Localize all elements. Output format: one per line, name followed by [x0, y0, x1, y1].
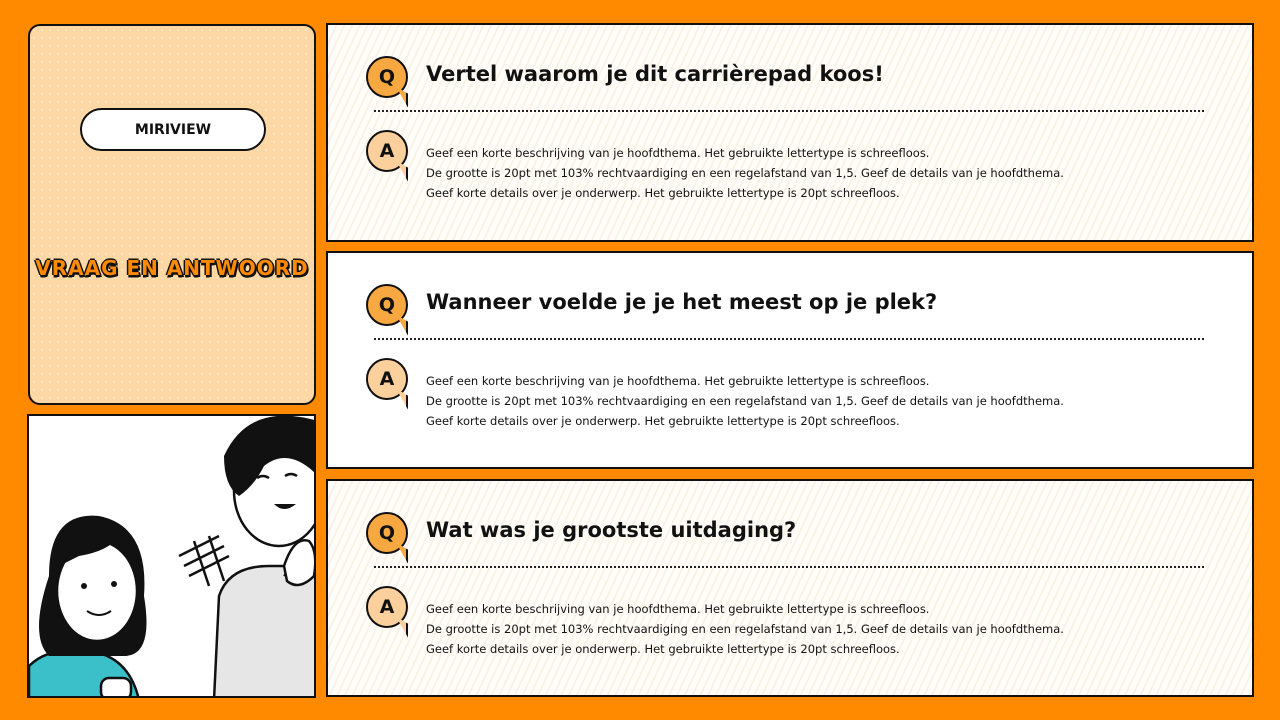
answer-line: De grootte is 20pt met 103% rechtvaardiging en een regelafstand van 1,5. Geef de details van je hoofdthema.: [426, 394, 1064, 408]
answer-line: Geef een korte beschrijving van je hoofdthema. Het gebruikte lettertype is schreefloos.: [426, 146, 930, 160]
qa-card-1: [326, 23, 1254, 242]
answer-line: Geef een korte beschrijving van je hoofdthema. Het gebruikte lettertype is schreefloos.: [426, 374, 930, 388]
answer-text: [426, 599, 1064, 659]
answer-line: De grootte is 20pt met 103% rechtvaardiging en een regelafstand van 1,5. Geef de details van je hoofdthema.: [426, 622, 1064, 636]
question-text: Wanneer voelde je je het meest op je plek?: [426, 290, 938, 314]
question-bubble-icon: Q: [366, 56, 408, 98]
answer-line: Geef korte details over je onderwerp. Het gebruikte lettertype is 20pt schreefloos.: [426, 186, 900, 200]
answer-bubble-icon: A: [366, 586, 408, 628]
brand-pill: MIRIVIEW: [80, 108, 266, 151]
dotted-divider: [374, 338, 1204, 340]
qa-card-3: [326, 479, 1254, 697]
people-illustration: [27, 414, 316, 698]
question-text: Vertel waarom je dit carrièrepad koos!: [426, 62, 884, 86]
answer-line: Geef korte details over je onderwerp. Het gebruikte lettertype is 20pt schreefloos.: [426, 414, 900, 428]
answer-text: [426, 143, 1064, 203]
question-bubble-icon: Q: [366, 512, 408, 554]
question-bubble-icon: Q: [366, 284, 408, 326]
section-title: VRAAG EN ANTWOORD: [35, 256, 309, 280]
question-text: Wat was je grootste uitdaging?: [426, 518, 797, 542]
qa-card-2: [326, 251, 1254, 469]
answer-bubble-icon: A: [366, 358, 408, 400]
dotted-divider: [374, 566, 1204, 568]
answer-line: Geef korte details over je onderwerp. Het gebruikte lettertype is 20pt schreefloos.: [426, 642, 900, 656]
answer-bubble-icon: A: [366, 130, 408, 172]
answer-text: [426, 371, 1064, 431]
answer-line: De grootte is 20pt met 103% rechtvaardiging en een regelafstand van 1,5. Geef de details van je hoofdthema.: [426, 166, 1064, 180]
dotted-divider: [374, 110, 1204, 112]
title-card: [28, 24, 316, 405]
answer-line: Geef een korte beschrijving van je hoofdthema. Het gebruikte lettertype is schreefloos.: [426, 602, 930, 616]
two-people-illustration: [29, 416, 316, 698]
